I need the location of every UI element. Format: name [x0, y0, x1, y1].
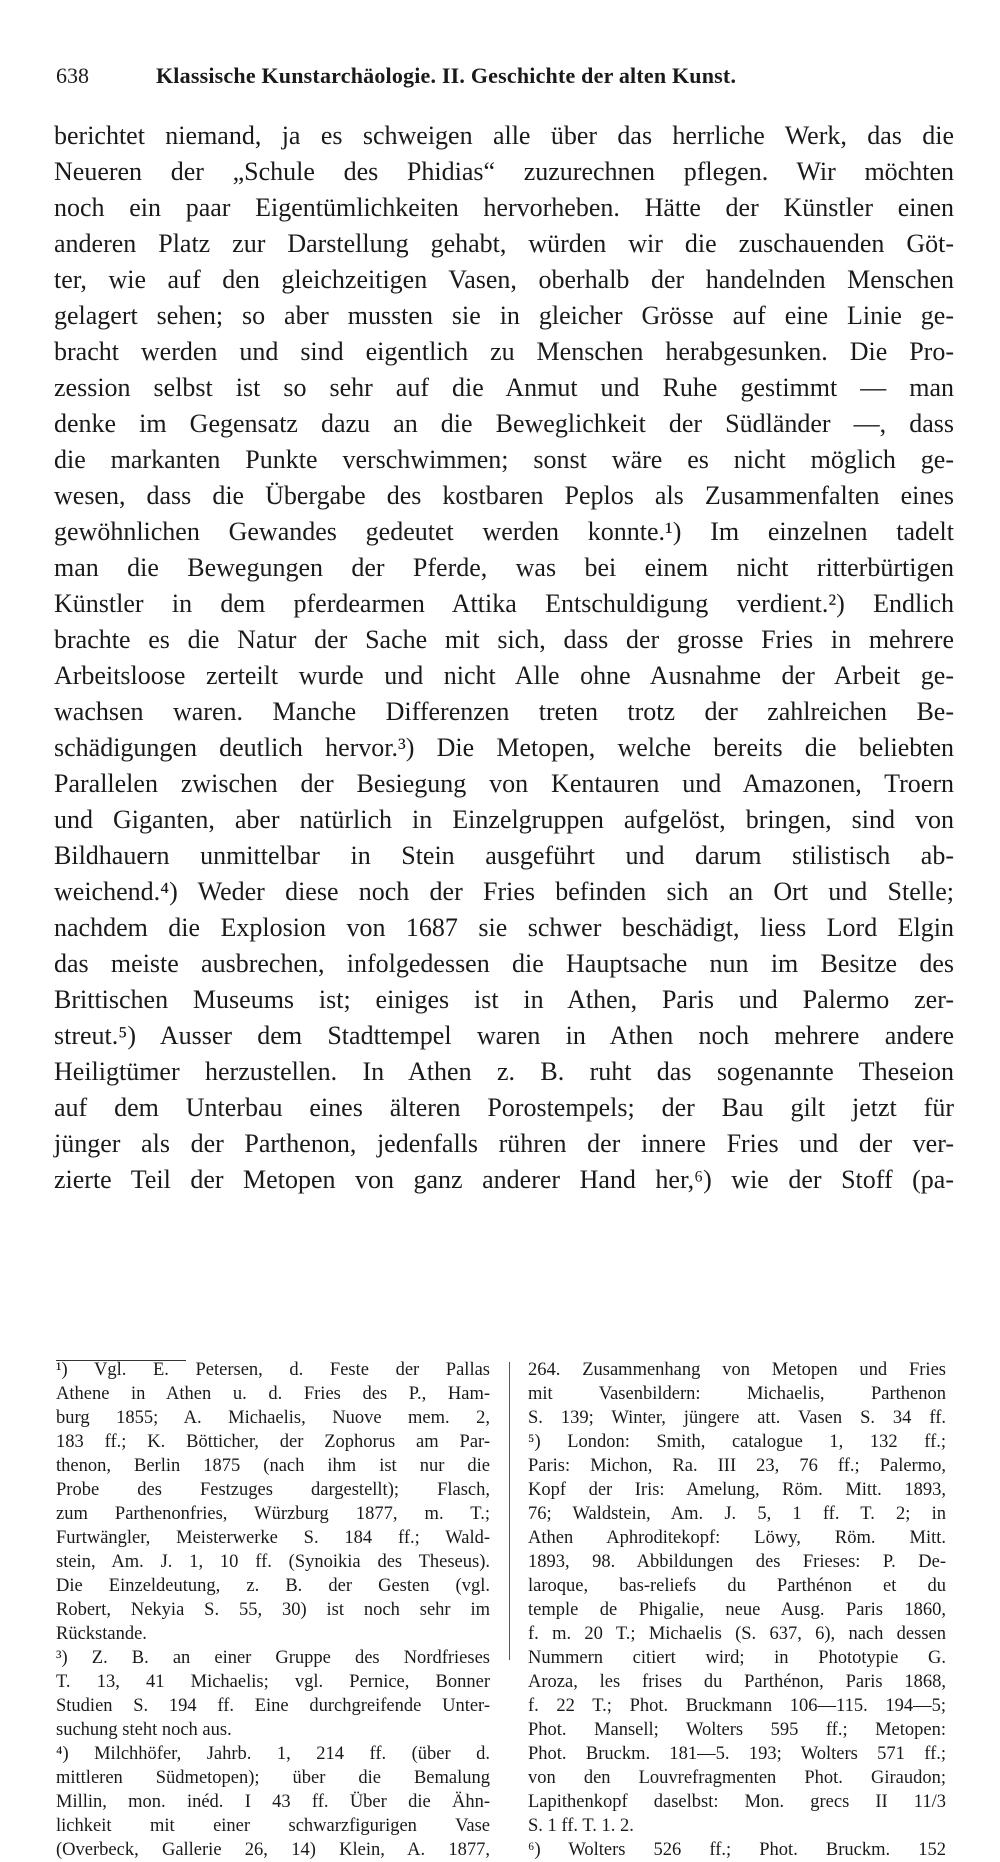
footnote-line: f. 22 T.; Phot. Bruckmann 106—115. 194—5;: [528, 1696, 946, 1716]
page-number: 638: [56, 63, 89, 88]
footnote-line: Kopf der Iris: Amelung, Röm. Mitt. 1893,: [528, 1480, 946, 1500]
footnote-line: stein, Am. J. 1, 10 ff. (Synoikia des Theseus).: [56, 1552, 490, 1572]
text-line: das meiste ausbrechen, infolgedessen die Hauptsache nun im Besitze des: [54, 949, 954, 978]
footnote-line: S. 139; Winter, jüngere att. Vasen S. 34 ff.: [528, 1408, 946, 1428]
footnote-line: Athene in Athen u. d. Fries des P., Ham-: [56, 1384, 490, 1404]
footnote-line: Millin, mon. inéd. I 43 ff. Über die Ähn-: [56, 1792, 490, 1812]
text-line: Arbeitsloose zerteilt wurde und nicht Alle ohne Ausnahme der Arbeit ge-: [54, 661, 954, 690]
footnote-line: lichkeit mit einer schwarzfigurigen Vase: [56, 1816, 490, 1836]
text-line: nachdem die Explosion von 1687 sie schwer beschädigt, liess Lord Elgin: [54, 913, 954, 942]
text-line: noch ein paar Eigentümlichkeiten hervorheben. Hätte der Künstler einen: [54, 193, 954, 222]
footnote-line: ⁴) Milchhöfer, Jahrb. 1, 214 ff. (über d.: [56, 1744, 490, 1764]
footnote-line: von den Louvrefragmenten Phot. Giraudon;: [528, 1768, 946, 1788]
footnote-line: 1893, 98. Abbildungen des Frieses: P. De-: [528, 1552, 946, 1572]
footnote-line: S. 1 ff. T. 1. 2.: [528, 1816, 634, 1836]
footnote-line: mit Vasenbildern: Michaelis, Parthenon: [528, 1384, 946, 1404]
footnote-line: Nummern citiert wird; in Phototypie G.: [528, 1648, 946, 1668]
text-line: Heiligtümer herzustellen. In Athen z. B. ruht das sogenannte Theseion: [54, 1057, 954, 1086]
text-line: wachsen waren. Manche Differenzen treten trotz der zahlreichen Be-: [54, 697, 954, 726]
running-title: Klassische Kunstarchäologie. II. Geschichte der alten Kunst.: [156, 63, 737, 88]
main-text: [54, 118, 954, 1198]
footnote-line: (Overbeck, Gallerie 26, 14) Klein, A. 1877,: [56, 1840, 490, 1860]
footnote-line: Furtwängler, Meisterwerke S. 184 ff.; Wald-: [56, 1528, 490, 1548]
text-line: brachte es die Natur der Sache mit sich, dass der grosse Fries in mehrere: [54, 625, 954, 654]
footnote-line: ¹) Vgl. E. Petersen, d. Feste der Pallas: [56, 1360, 490, 1380]
footnote-line: Studien S. 194 ff. Eine durchgreifende Unter-: [56, 1696, 490, 1716]
footnote-line: Die Einzeldeutung, z. B. der Gesten (vgl.: [56, 1576, 490, 1596]
text-line: Neueren der „Schule des Phidias“ zuzurechnen pflegen. Wir möchten: [54, 157, 954, 186]
text-line: wesen, dass die Übergabe des kostbaren Peplos als Zusammenfalten eines: [54, 481, 954, 510]
text-line: auf dem Unterbau eines älteren Porostempels; der Bau gilt jetzt für: [54, 1093, 954, 1122]
text-line: denke im Gegensatz dazu an die Beweglichkeit der Südländer —, dass: [54, 409, 954, 438]
text-line: Parallelen zwischen der Besiegung von Kentauren und Amazonen, Troern: [54, 769, 954, 798]
footnote-line: 76; Waldstein, Am. J. 5, 1 ff. T. 2; in: [528, 1504, 946, 1524]
text-line: und Giganten, aber natürlich in Einzelgruppen aufgelöst, bringen, sind von: [54, 805, 954, 834]
text-line: Brittischen Museums ist; einiges ist in Athen, Paris und Palermo zer-: [54, 985, 954, 1014]
footnote-line: f. m. 20 T.; Michaelis (S. 637, 6), nach dessen: [528, 1624, 946, 1644]
text-line: man die Bewegungen der Pferde, was bei einem nicht ritterbürtigen: [54, 553, 954, 582]
text-line: weichend.⁴) Weder diese noch der Fries befinden sich an Ort und Stelle;: [54, 877, 954, 906]
footnotes-left-column: [56, 1358, 490, 1862]
text-line: jünger als der Parthenon, jedenfalls rühren der innere Fries und der ver-: [54, 1129, 954, 1158]
text-line: bracht werden und sind eigentlich zu Menschen herabgesunken. Die Pro-: [54, 337, 954, 366]
footnote-line: Robert, Nekyia S. 55, 30) ist noch sehr im: [56, 1600, 490, 1620]
footnote-line: Paris: Michon, Ra. III 23, 76 ff.; Palermo,: [528, 1456, 946, 1476]
text-line: schädigungen deutlich hervor.³) Die Metopen, welche bereits die beliebten: [54, 733, 954, 762]
text-line: Künstler in dem pferdearmen Attika Entschuldigung verdient.²) Endlich: [54, 589, 954, 618]
footnote-line: Phot. Mansell; Wolters 595 ff.; Metopen:: [528, 1720, 946, 1740]
footnote-line: 183 ff.; K. Bötticher, der Zophorus am Par-: [56, 1432, 490, 1452]
text-line: gelagert sehen; so aber mussten sie in gleicher Grösse auf eine Linie ge-: [54, 301, 954, 330]
text-line: streut.⁵) Ausser dem Stadttempel waren in Athen noch mehrere andere: [54, 1021, 954, 1050]
text-line: gewöhnlichen Gewandes gedeutet werden konnte.¹) Im einzelnen tadelt: [54, 517, 954, 546]
text-line: anderen Platz zur Darstellung gehabt, würden wir die zuschauenden Göt-: [54, 229, 954, 258]
footnote-line: temple de Phigalie, neue Ausg. Paris 1860,: [528, 1600, 946, 1620]
footnote-column-divider: [509, 1362, 510, 1660]
footnotes-right-column: [528, 1358, 946, 1862]
footnote-line: Probe des Festzuges dargestellt); Flasch,: [56, 1480, 490, 1500]
text-line: die markanten Punkte verschwimmen; sonst wäre es nicht möglich ge-: [54, 445, 954, 474]
running-head: [56, 60, 936, 92]
text-line: Bildhauern unmittelbar in Stein ausgeführt und darum stilistisch ab-: [54, 841, 954, 870]
footnote-line: thenon, Berlin 1875 (nach ihm ist nur die: [56, 1456, 490, 1476]
footnote-line: mittleren Südmetopen); über die Bemalung: [56, 1768, 490, 1788]
text-line: zession selbst ist so sehr auf die Anmut und Ruhe gestimmt — man: [54, 373, 954, 402]
footnote-line: T. 13, 41 Michaelis; vgl. Pernice, Bonner: [56, 1672, 490, 1692]
footnote-line: Rückstande.: [56, 1624, 147, 1644]
text-line: ter, wie auf den gleichzeitigen Vasen, oberhalb der handelnden Menschen: [54, 265, 954, 294]
footnote-line: burg 1855; A. Michaelis, Nuove mem. 2,: [56, 1408, 490, 1428]
text-line: berichtet niemand, ja es schweigen alle über das herrliche Werk, das die: [54, 121, 954, 150]
footnote-line: laroque, bas-reliefs du Parthénon et du: [528, 1576, 946, 1596]
footnote-line: 264. Zusammenhang von Metopen und Fries: [528, 1360, 946, 1380]
footnote-line: Athen Aphroditekopf: Löwy, Röm. Mitt.: [528, 1528, 946, 1548]
footnote-line: suchung steht noch aus.: [56, 1720, 232, 1740]
footnote-line: ³) Z. B. an einer Gruppe des Nordfrieses: [56, 1648, 490, 1668]
footnote-line: zum Parthenonfries, Würzburg 1877, m. T.;: [56, 1504, 490, 1524]
text-line: zierte Teil der Metopen von ganz anderer Hand her,⁶) wie der Stoff (pa-: [54, 1165, 954, 1194]
footnote-line: ⁵) London: Smith, catalogue 1, 132 ff.;: [528, 1432, 946, 1452]
footnote-line: ⁶) Wolters 526 ff.; Phot. Bruckm. 152: [528, 1840, 946, 1860]
footnote-line: Phot. Bruckm. 181—5. 193; Wolters 571 ff.;: [528, 1744, 946, 1764]
footnote-line: Lapithenkopf daselbst: Mon. grecs II 11/3: [528, 1792, 946, 1812]
footnote-line: Aroza, les frises du Parthénon, Paris 1868,: [528, 1672, 946, 1692]
